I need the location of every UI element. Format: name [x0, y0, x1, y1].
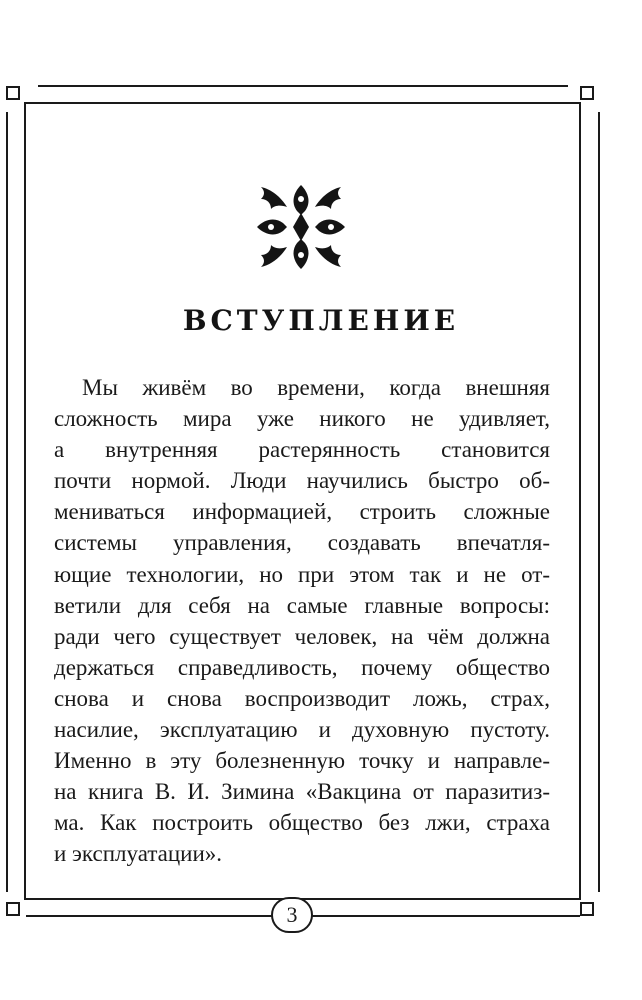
frame-top-inner-line: [26, 102, 580, 104]
corner-square-top-right: [580, 86, 594, 100]
paragraph-line: Мы живём во времени, когда внешняя: [82, 375, 550, 400]
frame-left-inner-line: [24, 102, 26, 900]
corner-square-top-left: [6, 86, 20, 100]
intro-paragraph: [54, 372, 550, 870]
paragraph-line: ма. Как построить общество без лжи, страха: [54, 810, 550, 836]
paragraph-line: системы управления, создавать впечатля-: [54, 530, 550, 556]
frame-left-outer-line: [6, 112, 8, 892]
paragraph-line: почти нормой. Люди научились быстро об-: [54, 468, 550, 494]
frame-right-outer-line: [598, 112, 600, 892]
paragraph-line: а внутренняя растерянность становится: [54, 437, 550, 463]
paragraph-line: ради чего существует человек, на чём должна: [54, 623, 550, 649]
frame-right-inner-line: [579, 102, 581, 900]
paragraph-line: снова и снова воспроизводит ложь, страх,: [54, 685, 550, 711]
paragraph-line: насилие, эксплуатацию и духовную пустоту.: [54, 717, 550, 743]
paragraph-line: на книга В. И. Зимина «Вакцина от паразитиз-: [54, 779, 550, 805]
frame-top-outer-line: [38, 85, 568, 87]
corner-square-bottom-right: [580, 902, 594, 916]
paragraph-line: сложность мира уже никого не удивляет,: [54, 406, 550, 432]
page-number-badge: [271, 897, 313, 933]
page-number: 3: [286, 902, 298, 927]
paragraph-line: ветили для себя на самые главные вопросы:: [54, 592, 550, 618]
corner-square-bottom-left: [6, 902, 20, 916]
chapter-heading: ВСТУПЛЕНИЕ: [182, 304, 460, 337]
paragraph-line: держаться справедливость, почему общество: [54, 654, 550, 680]
paragraph-line: и эксплуатации».: [54, 841, 223, 867]
floral-ornament-icon: [251, 183, 351, 271]
paragraph-line: Именно в эту болезненную точку и направле-: [54, 748, 550, 774]
paragraph-line: ющие технологии, но при этом так и не от-: [54, 561, 550, 587]
paragraph-line: мениваться информацией, строить сложные: [54, 499, 550, 525]
